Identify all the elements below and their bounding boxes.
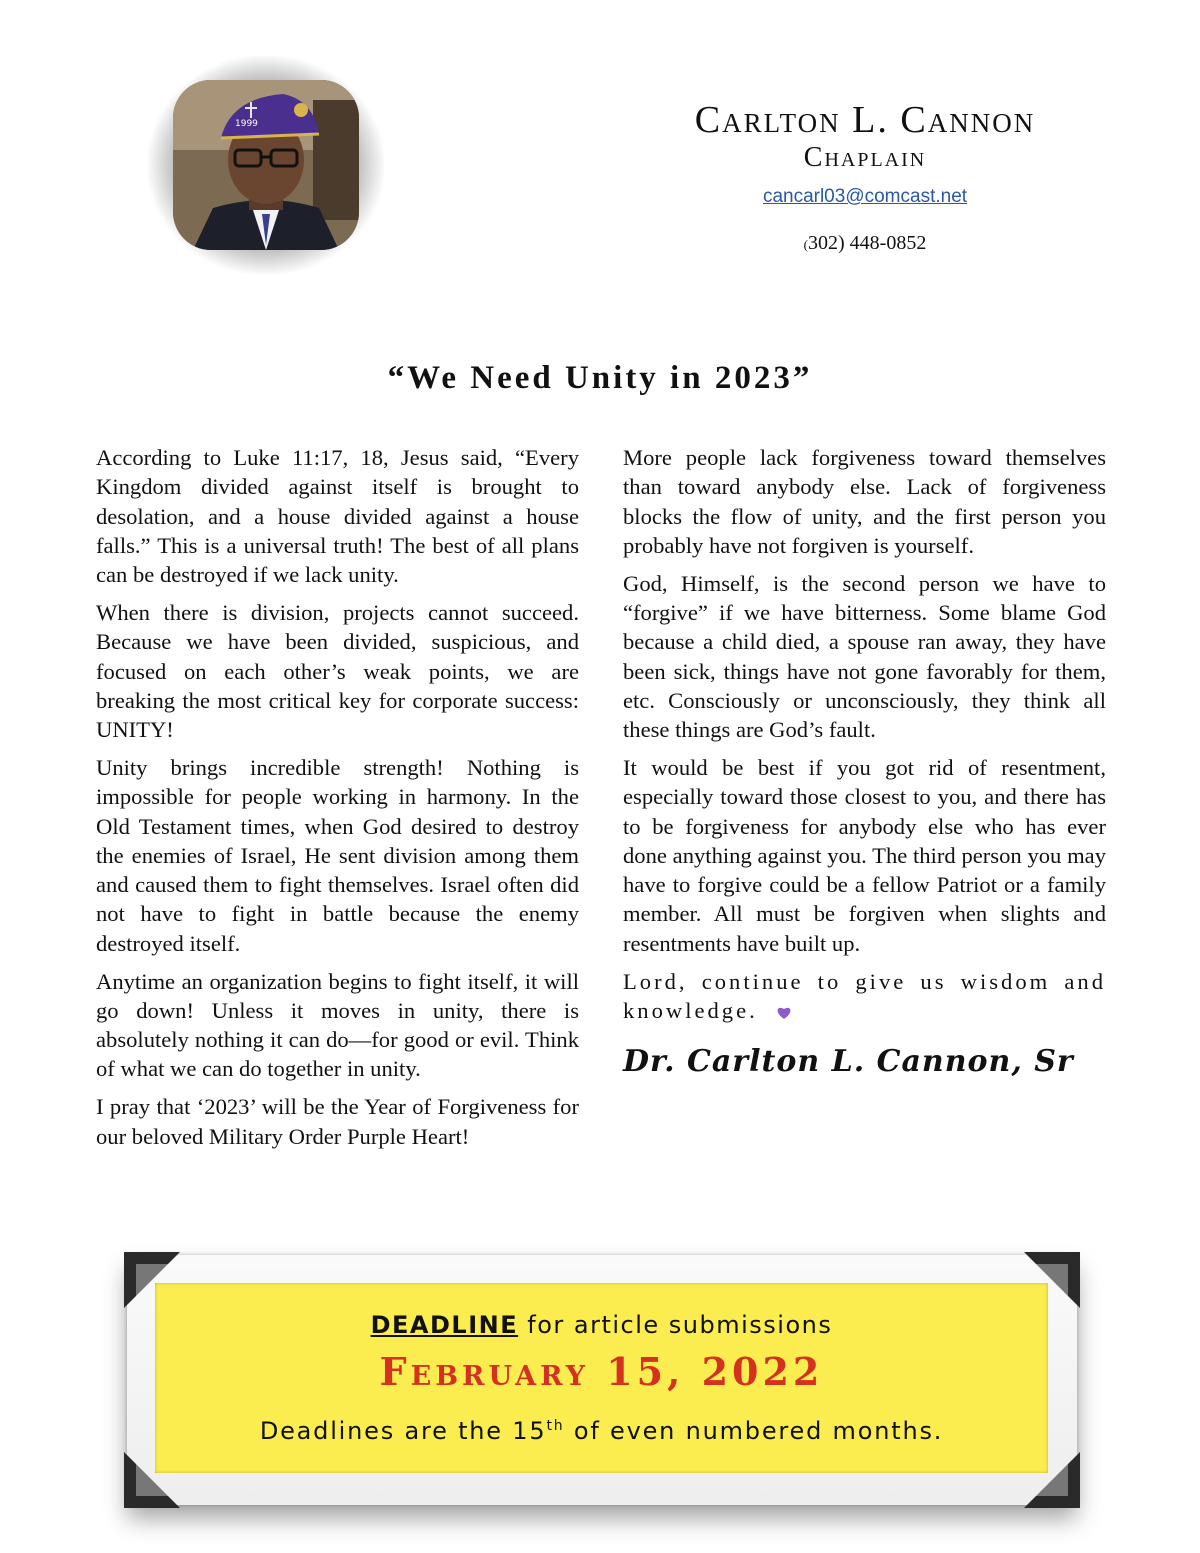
article-paragraph: God, Himself, is the second person we have to “forgive” if we have bitterness. Some blame God because a child died, a spouse ran away, they have been sick, things have not gone favorably for them, etc. Consciously or unconsciously, they think all these things are God’s fault. [623, 570, 1106, 743]
article-paragraph: When there is division, projects cannot succeed. Because we have been divided, suspicious, and focused on each other’s weak points, we are breaking the most critical key for corporate success: UNITY! [96, 599, 579, 743]
svg-text:1999: 1999 [235, 119, 258, 129]
deadline-banner [155, 1283, 1048, 1473]
article-right-column [623, 443, 1106, 1080]
deadline-note-sup: th [546, 1418, 565, 1434]
deadline-note-end: of even numbered months. [564, 1417, 944, 1445]
deadline-note [155, 1417, 1048, 1445]
article-paragraph: According to Luke 11:17, 18, Jesus said, “Every Kingdom divided against itself is brought to desolation, and a house divided against a house falls.” This is a universal truth! The best of all plans can be destroyed if we lack unity. [96, 445, 579, 588]
portrait-shadow [148, 56, 384, 274]
deadline-intro [155, 1311, 1048, 1339]
chaplain-role: Chaplain [803, 142, 927, 173]
chaplain-portrait [173, 80, 359, 250]
article-left-column [96, 443, 579, 1159]
phone-digits: 302) 448-0852 [808, 232, 927, 254]
article-paragraph: Unity brings incredible strength! Nothing is impossible for people working in harmony. In the Old Testament times, when God desired to destroy the enemies of Israel, He sent division among them and caused them to fight themselves. Israel often did not have to fight in battle because the enemy destroyed itself. [96, 754, 579, 956]
article-paragraph: Anytime an organization begins to fight itself, it will go down! Unless it moves in unity, there is absolutely nothing it can do—for good or evil. Think of what we can do together in unity. [96, 968, 579, 1082]
closing-text: Lord, continue to give us wisdom and knowledge. [623, 968, 1106, 1023]
article-title: “We Need Unity in 2023” [387, 360, 813, 396]
chaplain-name: Carlton L. Cannon [694, 99, 1036, 141]
deadline-keyword: DEADLINE [370, 1311, 519, 1339]
closing-paragraph [623, 967, 1106, 1028]
article-paragraph: It would be best if you got rid of resentment, especially toward those closest to you, and there has to be forgiveness for anybody else who has ever done anything against you. The third person you may have to forgive could be a fellow Patriot or a family member. All must be forgiven when slights and resentments have built up. [623, 754, 1106, 956]
chaplain-photo-icon [173, 80, 359, 250]
signature: Dr. Carlton L. Cannon, Sr [623, 1044, 1074, 1080]
deadline-note-start: Deadlines are the 15 [259, 1417, 547, 1445]
deadline-date: February 15, 2022 [379, 1349, 824, 1394]
article-paragraph: I pray that ‘2023’ will be the Year of Forgiveness for our beloved Military Order Purple Heart! [96, 1094, 579, 1149]
purple-heart-icon [776, 998, 792, 1027]
deadline-intro-text: for article submissions [518, 1311, 833, 1339]
phone-number [600, 232, 1130, 255]
email-link[interactable]: cancarl03@comcast.net [762, 186, 968, 207]
phone-paren: ( [803, 237, 808, 252]
article-paragraph: More people lack forgiveness toward themselves than toward anybody else. Lack of forgiveness blocks the flow of unity, and the first person you probably have not forgiven is yourself. [623, 445, 1106, 558]
